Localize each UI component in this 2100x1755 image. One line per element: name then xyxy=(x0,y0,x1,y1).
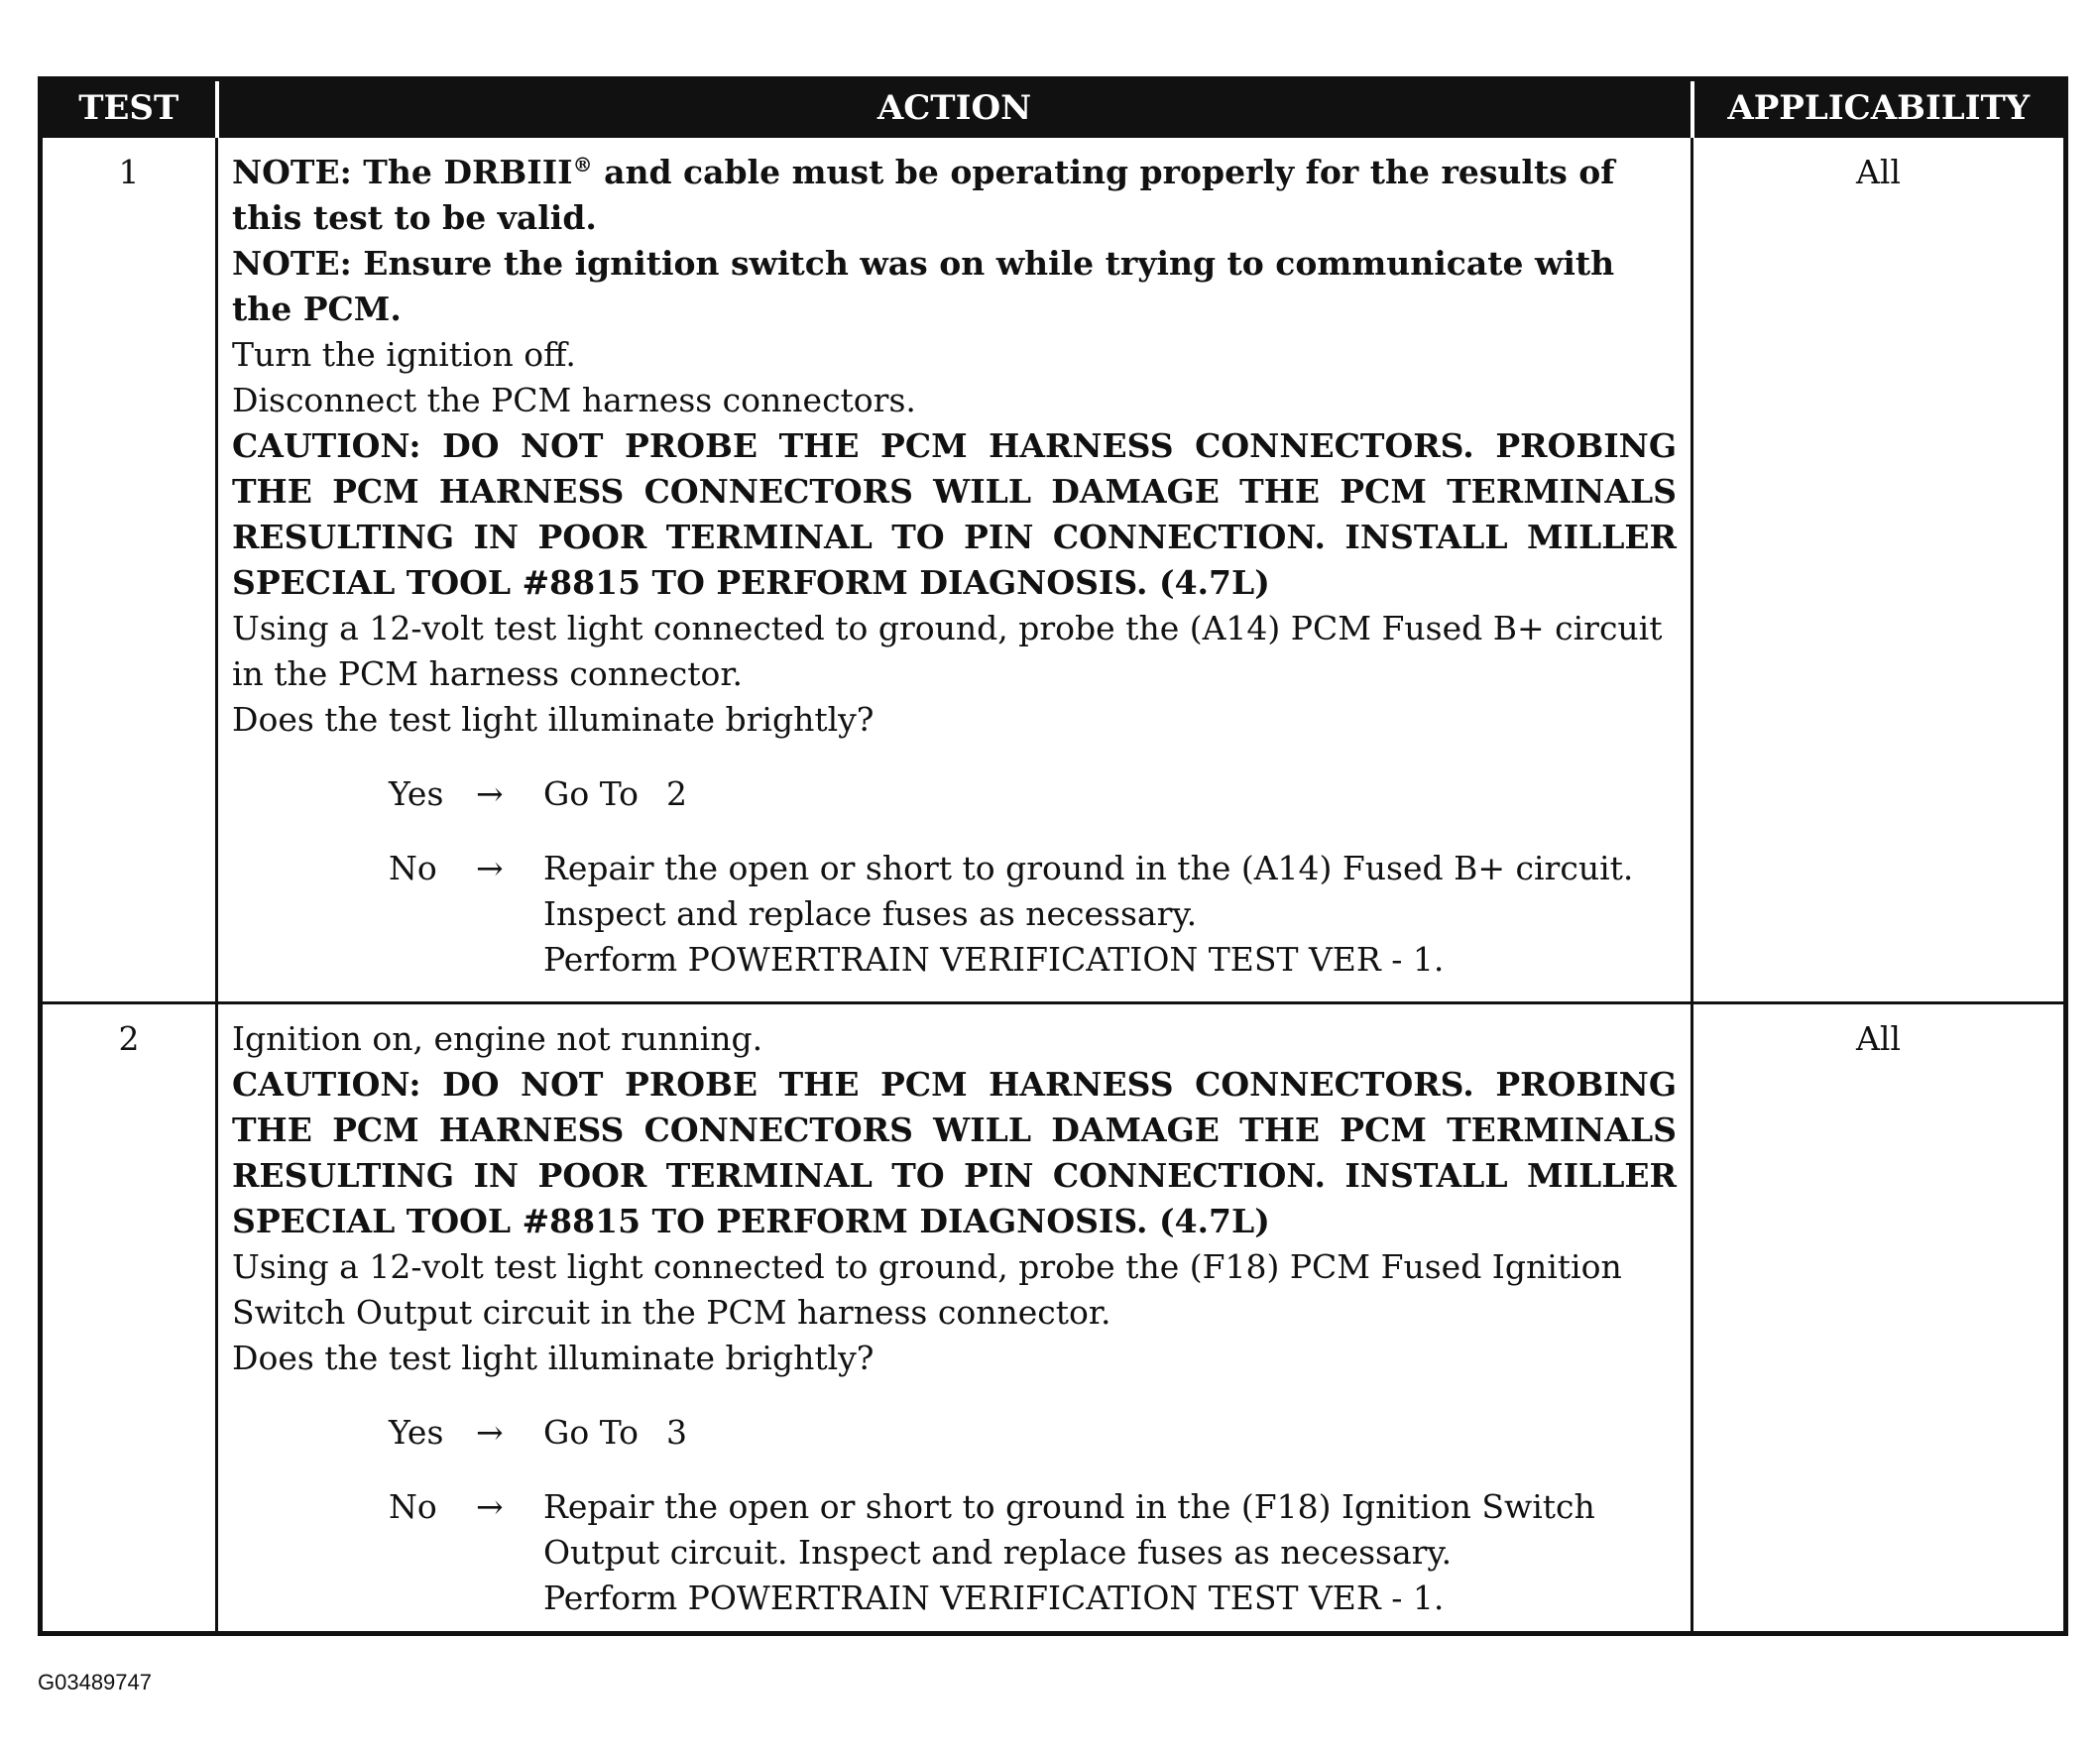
action-cell xyxy=(217,137,1692,1003)
instruction: Disconnect the PCM harness connectors. xyxy=(232,381,916,419)
note xyxy=(232,150,1677,241)
header-applicability: APPLICABILITY xyxy=(1692,79,2066,137)
note-text-cont: and cable must be operating properly for the results of this test to be valid. xyxy=(232,153,1615,237)
right-arrow-icon: → xyxy=(476,1487,504,1526)
goto-label: Go To xyxy=(543,1413,640,1452)
goto-target: 3 xyxy=(666,1413,688,1452)
header-test: TEST xyxy=(41,79,217,137)
caution-text: CAUTION: DO NOT PROBE THE PCM HARNESS CONNECTORS. PROBING THE PCM HARNESS CONNECTORS WILL DAMAGE THE PCM TERMINALS RESULTING IN POOR TERMINAL TO PIN CONNECTION. INSTALL MILLER SPECIAL TOOL #8815 TO PERFORM DIAGNOSIS. (4.7L) xyxy=(232,426,1677,602)
right-arrow-icon: → xyxy=(476,849,504,887)
registered-mark: ® xyxy=(572,153,593,176)
instruction: Using a 12-volt test light connected to ground, probe the (A14) PCM Fused B+ circuit in the PCM harness connector. xyxy=(232,609,1663,693)
no-result-line: Inspect and replace fuses as necessary. xyxy=(543,894,1198,933)
yes-branch xyxy=(389,771,1677,817)
header-action: ACTION xyxy=(217,79,1692,137)
yes-label: Yes xyxy=(389,774,444,813)
applicability-value: All xyxy=(1692,137,2066,1003)
right-arrow-icon: → xyxy=(476,774,504,813)
goto-target: 2 xyxy=(666,774,688,813)
yes-result xyxy=(543,1410,1677,1456)
diagnostic-test-table xyxy=(38,76,2068,1636)
goto-label: Go To xyxy=(543,774,640,813)
instruction: Using a 12-volt test light connected to ground, probe the (F18) PCM Fused Ignition Switch Output circuit in the PCM harness connector. xyxy=(232,1247,1622,1332)
no-branch xyxy=(389,1484,1677,1621)
test-number: 2 xyxy=(41,1003,217,1634)
applicability-value: All xyxy=(1692,1003,2066,1634)
yes-result xyxy=(543,771,1677,817)
right-arrow-icon: → xyxy=(476,1413,504,1452)
test-number: 1 xyxy=(41,137,217,1003)
note-text: NOTE: The DRBIII xyxy=(232,153,573,191)
yes-branch xyxy=(389,1410,1677,1456)
no-result-line: Perform POWERTRAIN VERIFICATION TEST VER - 1. xyxy=(543,1579,1445,1617)
no-label: No xyxy=(389,849,437,887)
table-row xyxy=(41,1003,2066,1634)
caution-text: CAUTION: DO NOT PROBE THE PCM HARNESS CONNECTORS. PROBING THE PCM HARNESS CONNECTORS WILL DAMAGE THE PCM TERMINALS RESULTING IN POOR TERMINAL TO PIN CONNECTION. INSTALL MILLER SPECIAL TOOL #8815 TO PERFORM DIAGNOSIS. (4.7L) xyxy=(232,1065,1677,1240)
no-result-line: Repair the open or short to ground in the (F18) Ignition Switch Output circuit. Inspect and replace fuses as necessary. xyxy=(543,1487,1595,1572)
action-cell xyxy=(217,1003,1692,1634)
instruction: Ignition on, engine not running. xyxy=(232,1019,763,1058)
table-header-row xyxy=(41,79,2066,137)
no-result-line: Perform POWERTRAIN VERIFICATION TEST VER - 1. xyxy=(543,940,1445,979)
question: Does the test light illuminate brightly? xyxy=(232,700,875,739)
no-result xyxy=(543,1484,1677,1621)
figure-id: G03489747 xyxy=(38,1670,152,1695)
no-label: No xyxy=(389,1487,437,1526)
no-result xyxy=(543,846,1677,983)
no-branch xyxy=(389,846,1677,983)
yes-label: Yes xyxy=(389,1413,444,1452)
no-result-line: Repair the open or short to ground in the (A14) Fused B+ circuit. xyxy=(543,849,1634,887)
note: NOTE: Ensure the ignition switch was on while trying to communicate with the PCM. xyxy=(232,244,1615,328)
instruction: Turn the ignition off. xyxy=(232,335,576,374)
question: Does the test light illuminate brightly? xyxy=(232,1339,875,1377)
table-row xyxy=(41,137,2066,1003)
